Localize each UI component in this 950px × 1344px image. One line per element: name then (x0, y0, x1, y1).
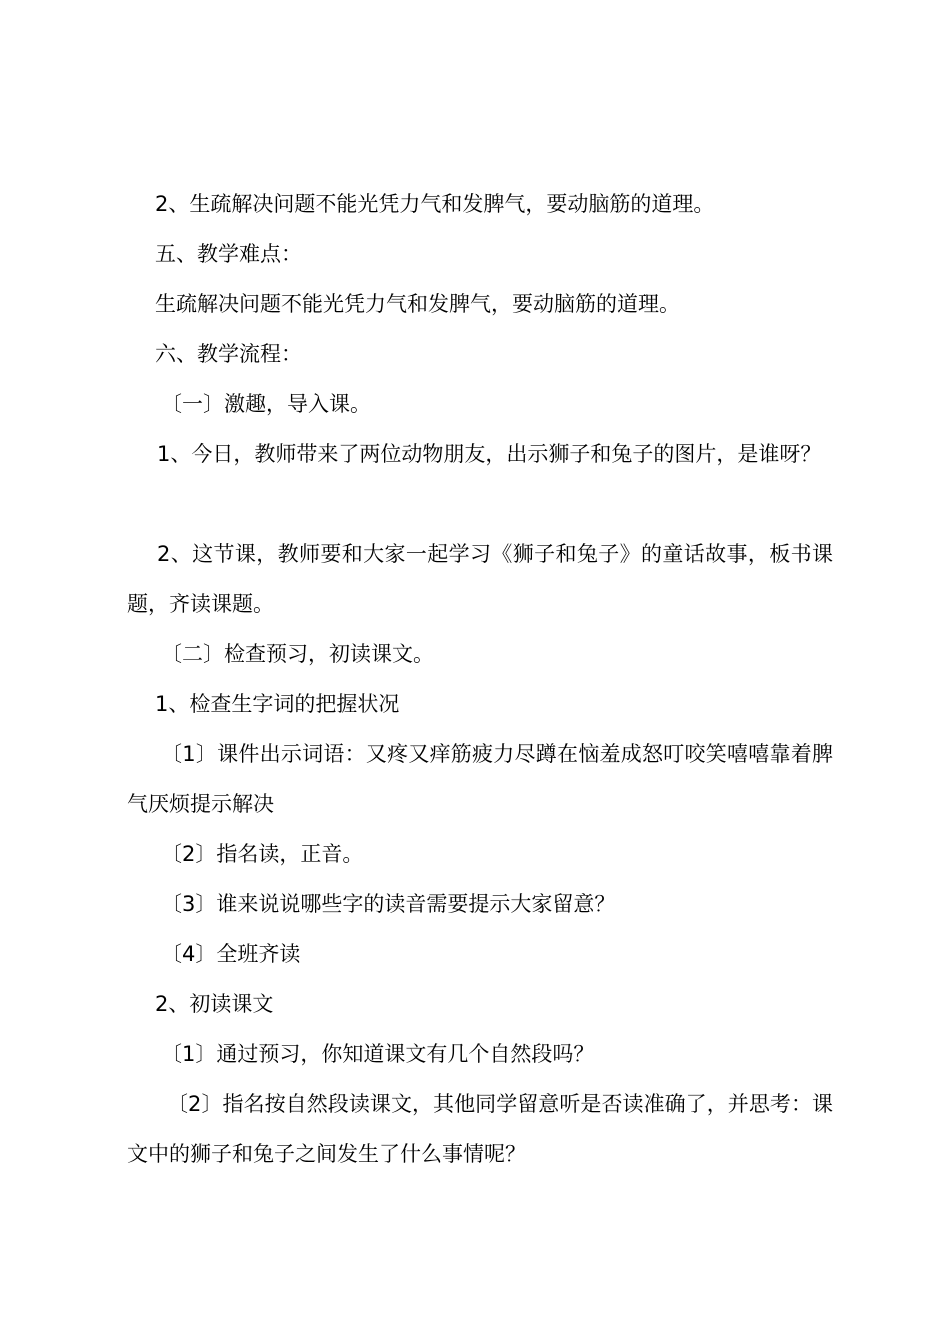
paragraph-read-2-1: 〔1〕通过预习，你知道课文有几个自然段吗？ (161, 1042, 595, 1066)
paragraph-check-1-4: 〔4〕全班齐读 (161, 942, 301, 966)
paragraph-goal-2: 2、生疏解决问题不能光凭力气和发脾气，要动脑筋的道理。 (155, 192, 715, 216)
paragraph-read-2: 2、初读课文 (155, 992, 274, 1016)
paragraph-check-1-1: 〔1〕课件出示词语：又疼又痒筋疲力尽蹲在恼羞成怒叮咬笑嘻嘻靠着脾气厌烦提示解决 (127, 742, 833, 816)
heading-teaching-difficulty: 五、教学难点： (155, 242, 302, 266)
paragraph-intro-2: 2、这节课，教师要和大家一起学习《狮子和兔子》的童话故事，板书课题，齐读课题。 (127, 542, 833, 616)
paragraph-check-1: 1、检查生字词的把握状况 (155, 692, 400, 716)
subheading-part-1: 〔一〕激趣，导入课。 (161, 392, 371, 416)
heading-teaching-process: 六、教学流程： (155, 342, 302, 366)
paragraph-difficulty-content: 生疏解决问题不能光凭力气和发脾气，要动脑筋的道理。 (155, 292, 680, 316)
subheading-part-2: 〔二〕检查预习，初读课文。 (161, 642, 434, 666)
paragraph-read-2-2: 〔2〕指名按自然段读课文，其他同学留意听是否读准确了，并思考：课文中的狮子和兔子之间发生了什么事情呢？ (127, 1092, 833, 1166)
paragraph-check-1-3: 〔3〕谁来说说哪些字的读音需要提示大家留意？ (161, 892, 616, 916)
paragraph-check-1-2: 〔2〕指名读，正音。 (161, 842, 364, 866)
paragraph-intro-1: 1、今日，教师带来了两位动物朋友，出示狮子和兔子的图片，是谁呀？ (157, 442, 822, 466)
